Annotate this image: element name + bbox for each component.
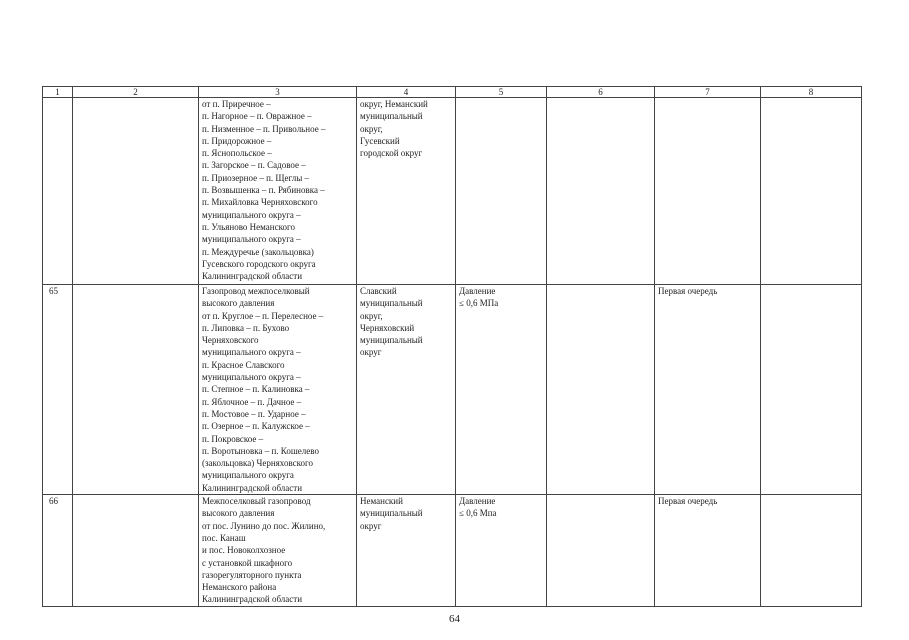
text-line: округ, Неманский (360, 99, 428, 109)
column-header: 8 (761, 87, 862, 98)
location-cell (357, 98, 456, 285)
column-header: 3 (199, 87, 357, 98)
text-line: п. Озерное – п. Калужское – (202, 421, 310, 432)
text-line: от п. Круглое – п. Перелесное – (202, 310, 324, 321)
text-line: Калининградской области (202, 594, 303, 605)
table-row (43, 495, 862, 607)
column-header: 7 (655, 87, 761, 98)
text-line: Черняховский (360, 322, 415, 333)
cell-col2 (73, 495, 199, 607)
object-name-cell (199, 98, 357, 285)
column-header: 4 (357, 87, 456, 98)
text-line: муниципальный (360, 335, 423, 346)
page-number: 64 (449, 613, 460, 625)
document-table (42, 86, 862, 607)
text-line: муниципальный (360, 111, 423, 122)
text-line: п. Возвышенка – п. Рябиновка – (202, 185, 325, 196)
column-header: 5 (456, 87, 547, 98)
queue-cell: Первая очередь (655, 495, 761, 607)
text-line: (закольцовка) Черняховского (202, 458, 314, 469)
text-line: муниципального округа – (202, 347, 301, 358)
text-line: Межпоселковый газопровод (202, 496, 311, 507)
text-line: городской округ (360, 148, 423, 159)
row-number: 65 (43, 285, 73, 495)
text-line: п. Степное – п. Калиновка – (202, 384, 310, 395)
table-row (43, 285, 862, 495)
text-line: Славский (360, 286, 397, 296)
text-line: п. Придорожное – (202, 135, 272, 146)
text-line: округ, (360, 123, 383, 134)
column-header: 2 (73, 87, 199, 98)
parameters-cell (456, 495, 547, 607)
text-line: п. Мостовое – п. Ударное – (202, 408, 306, 419)
text-line: округ, (360, 310, 383, 321)
queue-cell (655, 98, 761, 285)
text-line: округ (360, 520, 382, 531)
column-number-header-row (43, 87, 862, 98)
row-number: 66 (43, 495, 73, 607)
text-line: п. Воротыновка – п. Кошелево (202, 445, 319, 456)
cell-col6 (547, 495, 655, 607)
parameters-cell (456, 285, 547, 495)
text-line: Калининградской области (202, 482, 303, 493)
text-line: п. Михайловка Черняховского (202, 197, 318, 208)
text-line: Черняховского (202, 335, 259, 346)
text-line: Калининградской области (202, 271, 303, 282)
text-line: Гусевского городского округа (202, 258, 316, 269)
text-line: п. Загорское – п. Садовое – (202, 160, 306, 171)
text-line: муниципального округа – (202, 372, 301, 383)
text-line: от пос. Лунино до пос. Жилино, (202, 520, 326, 531)
text-line: п. Приозерное – п. Щеглы – (202, 172, 310, 183)
text-line: от п. Приречное – (202, 99, 271, 109)
text-line: муниципального округа – (202, 234, 301, 245)
text-line: и пос. Новоколхозное (202, 545, 286, 556)
cell-col8 (761, 495, 862, 607)
text-line: пос. Канаш (202, 532, 246, 543)
text-line: Газопровод межпоселковый (202, 286, 310, 296)
text-line: Неманский (360, 496, 403, 507)
text-line: с установкой шкафного (202, 557, 293, 568)
cell-col8 (761, 285, 862, 495)
text-line: п. Покровское – (202, 433, 264, 444)
text-line: муниципальный (360, 298, 423, 309)
text-line: п. Яблочное – п. Дачное – (202, 396, 302, 407)
location-cell (357, 495, 456, 607)
text-line: ≤ 0,6 МПа (459, 298, 499, 309)
text-line: п. Междуречье (закольцовка) (202, 246, 314, 257)
table-row (43, 98, 862, 285)
parameters-cell (456, 98, 547, 285)
column-header: 1 (43, 87, 73, 98)
cell-col6 (547, 98, 655, 285)
cell-col6 (547, 285, 655, 495)
text-line: п. Красное Славского (202, 359, 285, 370)
text-line: п. Яснопольское – (202, 148, 272, 159)
text-line: Давление (459, 496, 496, 507)
cell-col2 (73, 98, 199, 285)
text-line: Гусевский (360, 135, 400, 146)
text-line: высокого давления (202, 508, 275, 519)
cell-col2 (73, 285, 199, 495)
text-line: п. Липовка – п. Бухово (202, 322, 290, 333)
column-header: 6 (547, 87, 655, 98)
text-line: ≤ 0,6 Мпа (459, 508, 497, 519)
text-line: высокого давления (202, 298, 275, 309)
text-line: п. Ульяново Неманского (202, 221, 295, 232)
text-line: муниципального округа – (202, 209, 301, 220)
text-line: Давление (459, 286, 496, 296)
text-line: муниципального округа (202, 470, 294, 481)
text-line: газорегуляторного пункта (202, 569, 302, 580)
text-line: округ (360, 347, 382, 358)
cell-col8 (761, 98, 862, 285)
queue-cell: Первая очередь (655, 285, 761, 495)
text-line: муниципальный (360, 508, 423, 519)
text-line: Неманского района (202, 582, 277, 593)
object-name-cell (199, 285, 357, 495)
row-number (43, 98, 73, 285)
text-line: п. Низменное – п. Привольное – (202, 123, 326, 134)
text-line: п. Нагорное – п. Овражное – (202, 111, 312, 122)
object-name-cell (199, 495, 357, 607)
location-cell (357, 285, 456, 495)
